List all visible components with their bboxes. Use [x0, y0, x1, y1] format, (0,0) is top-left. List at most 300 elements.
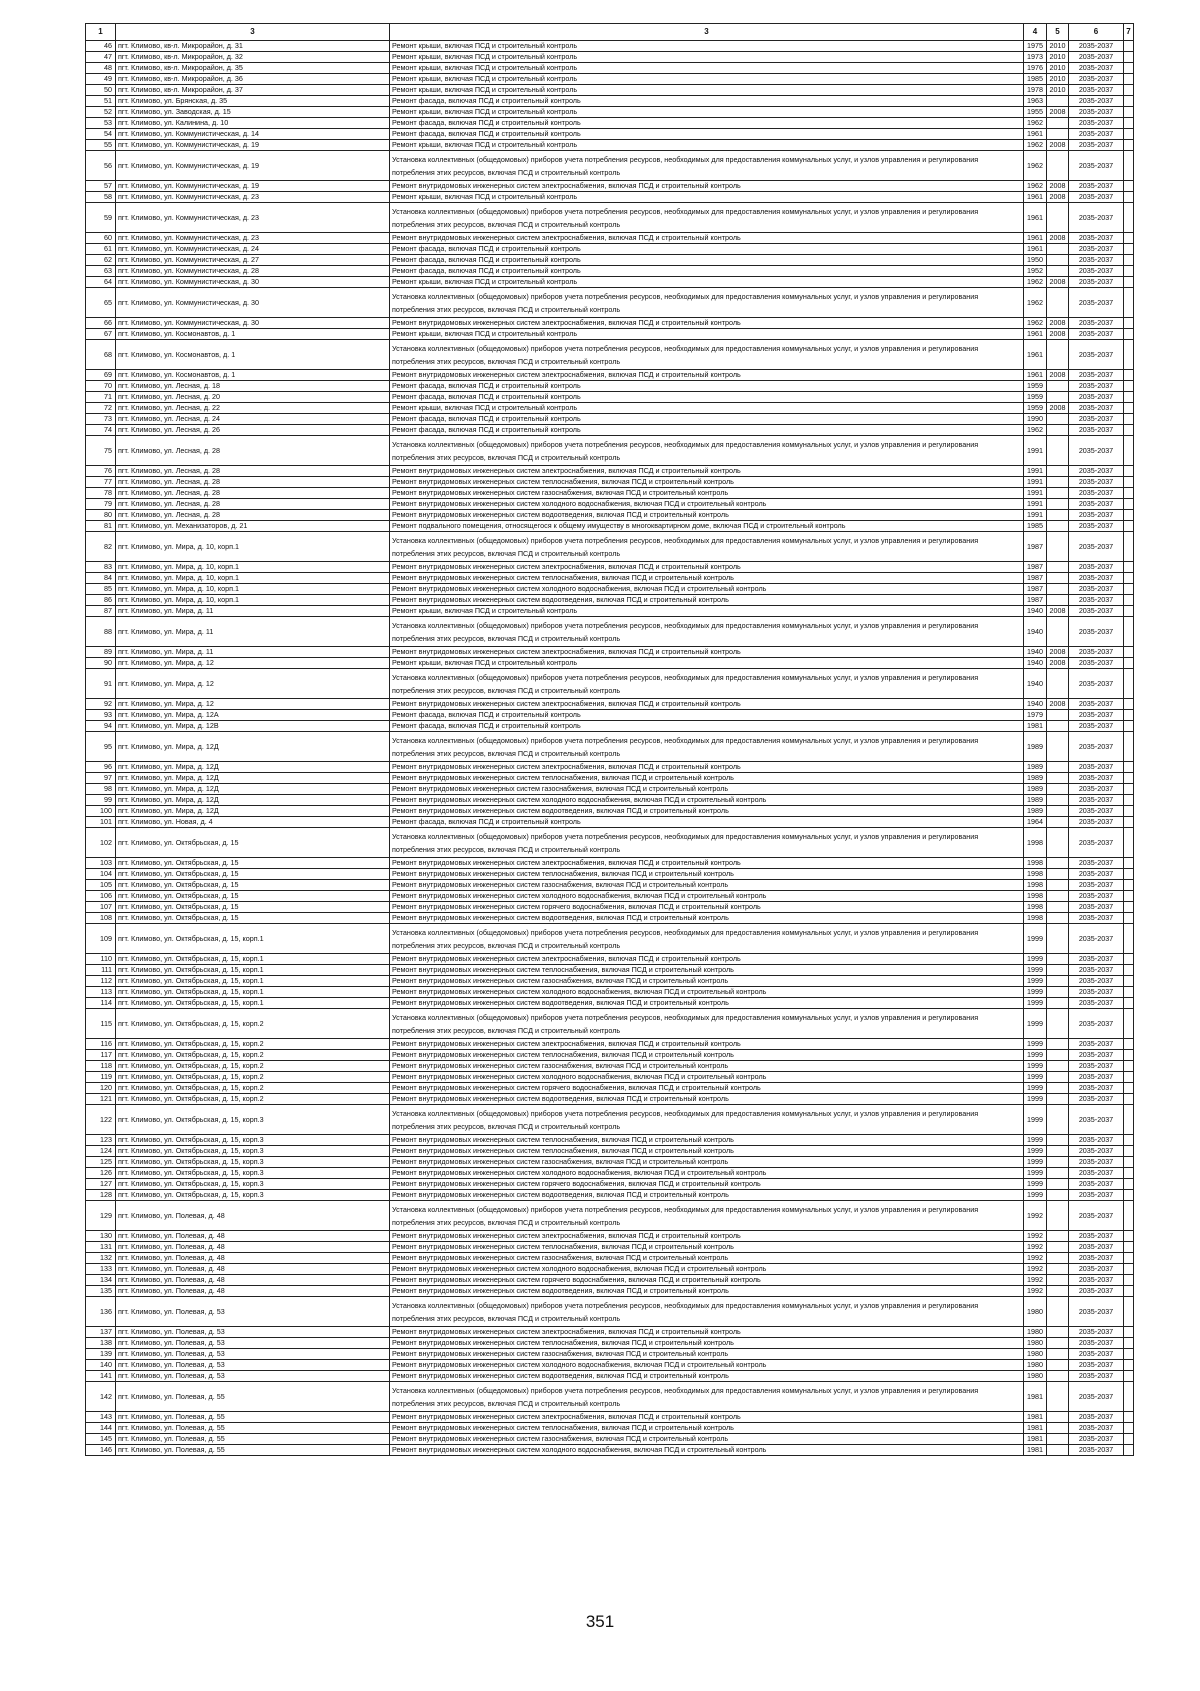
last-repair-year-cell [1047, 762, 1069, 773]
address-cell: пгт. Климово, ул. Октябрьская, д. 15 [116, 891, 390, 902]
extra-cell [1124, 998, 1134, 1009]
planned-period-cell: 2035-2037 [1069, 1179, 1124, 1190]
commission-year-cell: 1991 [1024, 488, 1047, 499]
commission-year-cell: 1992 [1024, 1286, 1047, 1297]
table-row [86, 584, 1134, 595]
commission-year-cell: 1999 [1024, 1061, 1047, 1072]
row-number-cell: 84 [86, 573, 116, 584]
table-row [86, 151, 1134, 181]
planned-period-cell: 2035-2037 [1069, 510, 1124, 521]
last-repair-year-cell [1047, 976, 1069, 987]
extra-cell [1124, 414, 1134, 425]
extra-cell [1124, 1072, 1134, 1083]
work-type-cell: Ремонт внутридомовых инженерных систем холодного водоснабжения, включая ПСД и строительный контроль [390, 1168, 1024, 1179]
last-repair-year-cell [1047, 1286, 1069, 1297]
extra-cell [1124, 584, 1134, 595]
planned-period-cell: 2035-2037 [1069, 118, 1124, 129]
extra-cell [1124, 488, 1134, 499]
work-type-cell: Ремонт внутридомовых инженерных систем водоотведения, включая ПСД и строительный контроль [390, 1286, 1024, 1297]
table-row [86, 606, 1134, 617]
table-row [86, 1105, 1134, 1135]
row-number-cell: 85 [86, 584, 116, 595]
address-cell: пгт. Климово, ул. Октябрьская, д. 15 [116, 880, 390, 891]
commission-year-cell: 1980 [1024, 1327, 1047, 1338]
commission-year-cell: 1981 [1024, 1434, 1047, 1445]
work-type-cell: Ремонт внутридомовых инженерных систем электроснабжения, включая ПСД и строительный контроль [390, 954, 1024, 965]
extra-cell [1124, 118, 1134, 129]
planned-period-cell: 2035-2037 [1069, 1349, 1124, 1360]
table-row [86, 562, 1134, 573]
last-repair-year-cell [1047, 488, 1069, 499]
planned-period-cell: 2035-2037 [1069, 288, 1124, 318]
address-cell: пгт. Климово, ул. Октябрьская, д. 15, корп.1 [116, 965, 390, 976]
commission-year-cell: 1961 [1024, 340, 1047, 370]
planned-period-cell: 2035-2037 [1069, 913, 1124, 924]
row-number-cell: 145 [86, 1434, 116, 1445]
planned-period-cell: 2035-2037 [1069, 669, 1124, 699]
extra-cell [1124, 710, 1134, 721]
address-cell: пгт. Климово, ул. Космонавтов, д. 1 [116, 329, 390, 340]
work-type-cell: Ремонт фасада, включая ПСД и строительный контроль [390, 255, 1024, 266]
row-number-cell: 68 [86, 340, 116, 370]
extra-cell [1124, 521, 1134, 532]
last-repair-year-cell [1047, 784, 1069, 795]
planned-period-cell: 2035-2037 [1069, 1157, 1124, 1168]
row-number-cell: 59 [86, 203, 116, 233]
commission-year-cell: 1980 [1024, 1349, 1047, 1360]
commission-year-cell: 1999 [1024, 1146, 1047, 1157]
row-number-cell: 75 [86, 436, 116, 466]
planned-period-cell: 2035-2037 [1069, 1135, 1124, 1146]
extra-cell [1124, 510, 1134, 521]
last-repair-year-cell [1047, 521, 1069, 532]
commission-year-cell: 1975 [1024, 41, 1047, 52]
address-cell: пгт. Климово, ул. Мира, д. 12Д [116, 795, 390, 806]
planned-period-cell: 2035-2037 [1069, 41, 1124, 52]
commission-year-cell: 1998 [1024, 828, 1047, 858]
planned-period-cell: 2035-2037 [1069, 1338, 1124, 1349]
table-row [86, 129, 1134, 140]
commission-year-cell: 1989 [1024, 762, 1047, 773]
table-row [86, 1135, 1134, 1146]
table-row [86, 403, 1134, 414]
work-type-cell: Установка коллективных (общедомовых) приборов учета потребления ресурсов, необходимых для предоставления коммунальных услуг, и узлов управления и регулирования потребления этих ресурсов, включая ПСД и строительный контроль [390, 1009, 1024, 1039]
table-row [86, 1094, 1134, 1105]
table-row [86, 118, 1134, 129]
row-number-cell: 81 [86, 521, 116, 532]
row-number-cell: 65 [86, 288, 116, 318]
extra-cell [1124, 1094, 1134, 1105]
extra-cell [1124, 1434, 1134, 1445]
commission-year-cell: 1980 [1024, 1297, 1047, 1327]
last-repair-year-cell [1047, 477, 1069, 488]
work-type-cell: Установка коллективных (общедомовых) приборов учета потребления ресурсов, необходимых для предоставления коммунальных услуг, и узлов управления и регулирования потребления этих ресурсов, включая ПСД и строительный контроль [390, 1382, 1024, 1412]
header-col-2: 3 [116, 24, 390, 41]
last-repair-year-cell [1047, 1264, 1069, 1275]
address-cell: пгт. Климово, ул. Октябрьская, д. 15, корп.1 [116, 954, 390, 965]
address-cell: пгт. Климово, ул. Коммунистическая, д. 24 [116, 244, 390, 255]
table-body [86, 41, 1134, 1456]
commission-year-cell: 1981 [1024, 1412, 1047, 1423]
last-repair-year-cell: 2008 [1047, 699, 1069, 710]
last-repair-year-cell [1047, 858, 1069, 869]
table-row [86, 710, 1134, 721]
commission-year-cell: 1989 [1024, 732, 1047, 762]
row-number-cell: 98 [86, 784, 116, 795]
row-number-cell: 137 [86, 1327, 116, 1338]
commission-year-cell: 1992 [1024, 1201, 1047, 1231]
header-col-7: 7 [1124, 24, 1134, 41]
extra-cell [1124, 1327, 1134, 1338]
row-number-cell: 123 [86, 1135, 116, 1146]
extra-cell [1124, 924, 1134, 954]
last-repair-year-cell: 2008 [1047, 370, 1069, 381]
last-repair-year-cell [1047, 998, 1069, 1009]
commission-year-cell: 1999 [1024, 1039, 1047, 1050]
planned-period-cell: 2035-2037 [1069, 795, 1124, 806]
row-number-cell: 140 [86, 1360, 116, 1371]
row-number-cell: 77 [86, 477, 116, 488]
planned-period-cell: 2035-2037 [1069, 340, 1124, 370]
address-cell: пгт. Климово, ул. Коммунистическая, д. 28 [116, 266, 390, 277]
extra-cell [1124, 96, 1134, 107]
planned-period-cell: 2035-2037 [1069, 710, 1124, 721]
work-type-cell: Ремонт фасада, включая ПСД и строительный контроль [390, 266, 1024, 277]
last-repair-year-cell [1047, 573, 1069, 584]
address-cell: пгт. Климово, ул. Полевая, д. 53 [116, 1360, 390, 1371]
work-type-cell: Ремонт внутридомовых инженерных систем газоснабжения, включая ПСД и строительный контроль [390, 1434, 1024, 1445]
last-repair-year-cell [1047, 510, 1069, 521]
work-type-cell: Ремонт внутридомовых инженерных систем газоснабжения, включая ПСД и строительный контроль [390, 1061, 1024, 1072]
table-row [86, 1179, 1134, 1190]
address-cell: пгт. Климово, ул. Октябрьская, д. 15, корп.3 [116, 1157, 390, 1168]
table-row [86, 181, 1134, 192]
commission-year-cell: 1990 [1024, 414, 1047, 425]
address-cell: пгт. Климово, ул. Мира, д. 11 [116, 606, 390, 617]
commission-year-cell: 1999 [1024, 1072, 1047, 1083]
planned-period-cell: 2035-2037 [1069, 1201, 1124, 1231]
work-type-cell: Ремонт внутридомовых инженерных систем электроснабжения, включая ПСД и строительный контроль [390, 233, 1024, 244]
row-number-cell: 124 [86, 1146, 116, 1157]
extra-cell [1124, 902, 1134, 913]
column-number-header-row [86, 24, 1134, 41]
extra-cell [1124, 1050, 1134, 1061]
row-number-cell: 107 [86, 902, 116, 913]
work-type-cell: Установка коллективных (общедомовых) приборов учета потребления ресурсов, необходимых для предоставления коммунальных услуг, и узлов управления и регулирования потребления этих ресурсов, включая ПСД и строительный контроль [390, 1105, 1024, 1135]
table-row [86, 488, 1134, 499]
last-repair-year-cell [1047, 1157, 1069, 1168]
extra-cell [1124, 499, 1134, 510]
last-repair-year-cell [1047, 1135, 1069, 1146]
work-type-cell: Ремонт внутридомовых инженерных систем теплоснабжения, включая ПСД и строительный контроль [390, 477, 1024, 488]
planned-period-cell: 2035-2037 [1069, 773, 1124, 784]
work-type-cell: Ремонт внутридомовых инженерных систем газоснабжения, включая ПСД и строительный контроль [390, 1157, 1024, 1168]
table-row [86, 510, 1134, 521]
commission-year-cell: 1962 [1024, 277, 1047, 288]
extra-cell [1124, 1179, 1134, 1190]
address-cell: пгт. Климово, ул. Лесная, д. 28 [116, 436, 390, 466]
row-number-cell: 135 [86, 1286, 116, 1297]
row-number-cell: 143 [86, 1412, 116, 1423]
planned-period-cell: 2035-2037 [1069, 1297, 1124, 1327]
extra-cell [1124, 151, 1134, 181]
last-repair-year-cell [1047, 1349, 1069, 1360]
work-type-cell: Ремонт внутридомовых инженерных систем холодного водоснабжения, включая ПСД и строительный контроль [390, 584, 1024, 595]
address-cell: пгт. Климово, ул. Октябрьская, д. 15, корп.2 [116, 1083, 390, 1094]
commission-year-cell: 1961 [1024, 192, 1047, 203]
commission-year-cell: 1961 [1024, 329, 1047, 340]
planned-period-cell: 2035-2037 [1069, 74, 1124, 85]
row-number-cell: 125 [86, 1157, 116, 1168]
row-number-cell: 74 [86, 425, 116, 436]
table-row [86, 1061, 1134, 1072]
commission-year-cell: 1959 [1024, 392, 1047, 403]
row-number-cell: 62 [86, 255, 116, 266]
address-cell: пгт. Климово, ул. Мира, д. 10, корп.1 [116, 573, 390, 584]
row-number-cell: 78 [86, 488, 116, 499]
address-cell: пгт. Климово, ул. Полевая, д. 53 [116, 1327, 390, 1338]
address-cell: пгт. Климово, ул. Октябрьская, д. 15 [116, 828, 390, 858]
table-row [86, 1338, 1134, 1349]
planned-period-cell: 2035-2037 [1069, 192, 1124, 203]
work-type-cell: Ремонт фасада, включая ПСД и строительный контроль [390, 129, 1024, 140]
commission-year-cell: 1991 [1024, 499, 1047, 510]
work-type-cell: Ремонт крыши, включая ПСД и строительный контроль [390, 606, 1024, 617]
work-type-cell: Ремонт внутридомовых инженерных систем холодного водоснабжения, включая ПСД и строительный контроль [390, 795, 1024, 806]
row-number-cell: 83 [86, 562, 116, 573]
table-row [86, 1083, 1134, 1094]
commission-year-cell: 1999 [1024, 976, 1047, 987]
table-row [86, 466, 1134, 477]
table-row [86, 795, 1134, 806]
table-row [86, 880, 1134, 891]
last-repair-year-cell: 2010 [1047, 52, 1069, 63]
extra-cell [1124, 1382, 1134, 1412]
work-type-cell: Ремонт крыши, включая ПСД и строительный контроль [390, 85, 1024, 96]
address-cell: пгт. Климово, ул. Октябрьская, д. 15, корп.2 [116, 1009, 390, 1039]
row-number-cell: 79 [86, 499, 116, 510]
commission-year-cell: 1940 [1024, 606, 1047, 617]
row-number-cell: 121 [86, 1094, 116, 1105]
header-col-4: 4 [1024, 24, 1047, 41]
planned-period-cell: 2035-2037 [1069, 255, 1124, 266]
extra-cell [1124, 595, 1134, 606]
extra-cell [1124, 1009, 1134, 1039]
last-repair-year-cell [1047, 1327, 1069, 1338]
address-cell: пгт. Климово, ул. Лесная, д. 20 [116, 392, 390, 403]
row-number-cell: 136 [86, 1297, 116, 1327]
table-row [86, 74, 1134, 85]
commission-year-cell: 1991 [1024, 477, 1047, 488]
planned-period-cell: 2035-2037 [1069, 477, 1124, 488]
work-type-cell: Ремонт внутридомовых инженерных систем горячего водоснабжения, включая ПСД и строительный контроль [390, 1083, 1024, 1094]
work-type-cell: Ремонт внутридомовых инженерных систем газоснабжения, включая ПСД и строительный контроль [390, 1253, 1024, 1264]
planned-period-cell: 2035-2037 [1069, 85, 1124, 96]
table-row [86, 595, 1134, 606]
last-repair-year-cell [1047, 891, 1069, 902]
last-repair-year-cell [1047, 1179, 1069, 1190]
address-cell: пгт. Климово, ул. Мира, д. 12Д [116, 773, 390, 784]
last-repair-year-cell [1047, 129, 1069, 140]
last-repair-year-cell [1047, 266, 1069, 277]
work-type-cell: Ремонт крыши, включая ПСД и строительный контроль [390, 329, 1024, 340]
address-cell: пгт. Климово, ул. Мира, д. 12Д [116, 806, 390, 817]
row-number-cell: 49 [86, 74, 116, 85]
work-type-cell: Ремонт внутридомовых инженерных систем теплоснабжения, включая ПСД и строительный контроль [390, 1135, 1024, 1146]
commission-year-cell: 1961 [1024, 244, 1047, 255]
work-type-cell: Ремонт внутридомовых инженерных систем электроснабжения, включая ПСД и строительный контроль [390, 647, 1024, 658]
table-row [86, 954, 1134, 965]
address-cell: пгт. Климово, ул. Полевая, д. 48 [116, 1286, 390, 1297]
extra-cell [1124, 1061, 1134, 1072]
address-cell: пгт. Климово, ул. Октябрьская, д. 15, корп.1 [116, 998, 390, 1009]
work-type-cell: Установка коллективных (общедомовых) приборов учета потребления ресурсов, необходимых для предоставления коммунальных услуг, и узлов управления и регулирования потребления этих ресурсов, включая ПСД и строительный контроль [390, 828, 1024, 858]
row-number-cell: 109 [86, 924, 116, 954]
last-repair-year-cell: 2008 [1047, 192, 1069, 203]
commission-year-cell: 1950 [1024, 255, 1047, 266]
work-type-cell: Ремонт фасада, включая ПСД и строительный контроль [390, 710, 1024, 721]
row-number-cell: 69 [86, 370, 116, 381]
last-repair-year-cell [1047, 414, 1069, 425]
extra-cell [1124, 107, 1134, 118]
planned-period-cell: 2035-2037 [1069, 392, 1124, 403]
address-cell: пгт. Климово, ул. Лесная, д. 18 [116, 381, 390, 392]
work-type-cell: Ремонт внутридомовых инженерных систем водоотведения, включая ПСД и строительный контроль [390, 510, 1024, 521]
last-repair-year-cell [1047, 828, 1069, 858]
address-cell: пгт. Климово, ул. Октябрьская, д. 15, корп.1 [116, 976, 390, 987]
row-number-cell: 58 [86, 192, 116, 203]
table-row [86, 381, 1134, 392]
work-type-cell: Ремонт внутридомовых инженерных систем электроснабжения, включая ПСД и строительный контроль [390, 699, 1024, 710]
last-repair-year-cell [1047, 1072, 1069, 1083]
table-row [86, 1190, 1134, 1201]
planned-period-cell: 2035-2037 [1069, 784, 1124, 795]
address-cell: пгт. Климово, ул. Полевая, д. 48 [116, 1242, 390, 1253]
table-row [86, 1445, 1134, 1456]
last-repair-year-cell [1047, 1253, 1069, 1264]
table-row [86, 987, 1134, 998]
extra-cell [1124, 129, 1134, 140]
work-type-cell: Ремонт внутридомовых инженерных систем газоснабжения, включая ПСД и строительный контроль [390, 976, 1024, 987]
table-row [86, 318, 1134, 329]
table-row [86, 891, 1134, 902]
table-row [86, 732, 1134, 762]
last-repair-year-cell [1047, 1083, 1069, 1094]
planned-period-cell: 2035-2037 [1069, 732, 1124, 762]
table-row [86, 203, 1134, 233]
planned-period-cell: 2035-2037 [1069, 403, 1124, 414]
planned-period-cell: 2035-2037 [1069, 1094, 1124, 1105]
planned-period-cell: 2035-2037 [1069, 52, 1124, 63]
work-type-cell: Ремонт фасада, включая ПСД и строительный контроль [390, 392, 1024, 403]
extra-cell [1124, 244, 1134, 255]
work-type-cell: Ремонт крыши, включая ПСД и строительный контроль [390, 277, 1024, 288]
work-type-cell: Установка коллективных (общедомовых) приборов учета потребления ресурсов, необходимых для предоставления коммунальных услуг, и узлов управления и регулирования потребления этих ресурсов, включая ПСД и строительный контроль [390, 1201, 1024, 1231]
last-repair-year-cell [1047, 817, 1069, 828]
row-number-cell: 114 [86, 998, 116, 1009]
last-repair-year-cell [1047, 1242, 1069, 1253]
address-cell: пгт. Климово, кв-л. Микрорайон, д. 35 [116, 63, 390, 74]
extra-cell [1124, 425, 1134, 436]
work-type-cell: Ремонт крыши, включая ПСД и строительный контроль [390, 140, 1024, 151]
extra-cell [1124, 1083, 1134, 1094]
row-number-cell: 61 [86, 244, 116, 255]
extra-cell [1124, 203, 1134, 233]
extra-cell [1124, 1242, 1134, 1253]
commission-year-cell: 1962 [1024, 181, 1047, 192]
extra-cell [1124, 1135, 1134, 1146]
commission-year-cell: 1955 [1024, 107, 1047, 118]
address-cell: пгт. Климово, ул. Брянская, д. 35 [116, 96, 390, 107]
commission-year-cell: 1989 [1024, 795, 1047, 806]
table-row [86, 436, 1134, 466]
extra-cell [1124, 192, 1134, 203]
planned-period-cell: 2035-2037 [1069, 318, 1124, 329]
planned-period-cell: 2035-2037 [1069, 181, 1124, 192]
commission-year-cell: 1991 [1024, 466, 1047, 477]
last-repair-year-cell [1047, 1190, 1069, 1201]
address-cell: пгт. Климово, ул. Октябрьская, д. 15, корп.1 [116, 924, 390, 954]
row-number-cell: 101 [86, 817, 116, 828]
planned-period-cell: 2035-2037 [1069, 1231, 1124, 1242]
commission-year-cell: 1999 [1024, 1135, 1047, 1146]
row-number-cell: 90 [86, 658, 116, 669]
planned-period-cell: 2035-2037 [1069, 1242, 1124, 1253]
commission-year-cell: 1989 [1024, 773, 1047, 784]
work-type-cell: Ремонт внутридомовых инженерных систем холодного водоснабжения, включая ПСД и строительный контроль [390, 1445, 1024, 1456]
address-cell: пгт. Климово, ул. Новая, д. 4 [116, 817, 390, 828]
table-row [86, 1371, 1134, 1382]
last-repair-year-cell [1047, 1146, 1069, 1157]
row-number-cell: 113 [86, 987, 116, 998]
planned-period-cell: 2035-2037 [1069, 858, 1124, 869]
planned-period-cell: 2035-2037 [1069, 521, 1124, 532]
row-number-cell: 100 [86, 806, 116, 817]
extra-cell [1124, 954, 1134, 965]
last-repair-year-cell [1047, 255, 1069, 266]
row-number-cell: 105 [86, 880, 116, 891]
address-cell: пгт. Климово, ул. Космонавтов, д. 1 [116, 370, 390, 381]
row-number-cell: 117 [86, 1050, 116, 1061]
address-cell: пгт. Климово, ул. Космонавтов, д. 1 [116, 340, 390, 370]
commission-year-cell: 1962 [1024, 288, 1047, 318]
table-row [86, 329, 1134, 340]
extra-cell [1124, 466, 1134, 477]
last-repair-year-cell [1047, 340, 1069, 370]
address-cell: пгт. Климово, ул. Октябрьская, д. 15, корп.3 [116, 1135, 390, 1146]
address-cell: пгт. Климово, ул. Коммунистическая, д. 23 [116, 233, 390, 244]
planned-period-cell: 2035-2037 [1069, 414, 1124, 425]
table-row [86, 1253, 1134, 1264]
extra-cell [1124, 1275, 1134, 1286]
address-cell: пгт. Климово, ул. Коммунистическая, д. 30 [116, 288, 390, 318]
address-cell: пгт. Климово, ул. Октябрьская, д. 15, корп.2 [116, 1072, 390, 1083]
commission-year-cell: 1963 [1024, 96, 1047, 107]
extra-cell [1124, 617, 1134, 647]
table-row [86, 477, 1134, 488]
table-row [86, 924, 1134, 954]
planned-period-cell: 2035-2037 [1069, 573, 1124, 584]
address-cell: пгт. Климово, ул. Октябрьская, д. 15, корп.3 [116, 1168, 390, 1179]
work-type-cell: Ремонт внутридомовых инженерных систем теплоснабжения, включая ПСД и строительный контроль [390, 1338, 1024, 1349]
commission-year-cell: 1981 [1024, 1382, 1047, 1412]
row-number-cell: 128 [86, 1190, 116, 1201]
planned-period-cell: 2035-2037 [1069, 151, 1124, 181]
commission-year-cell: 1952 [1024, 266, 1047, 277]
commission-year-cell: 1998 [1024, 902, 1047, 913]
commission-year-cell: 1959 [1024, 381, 1047, 392]
table-row [86, 784, 1134, 795]
